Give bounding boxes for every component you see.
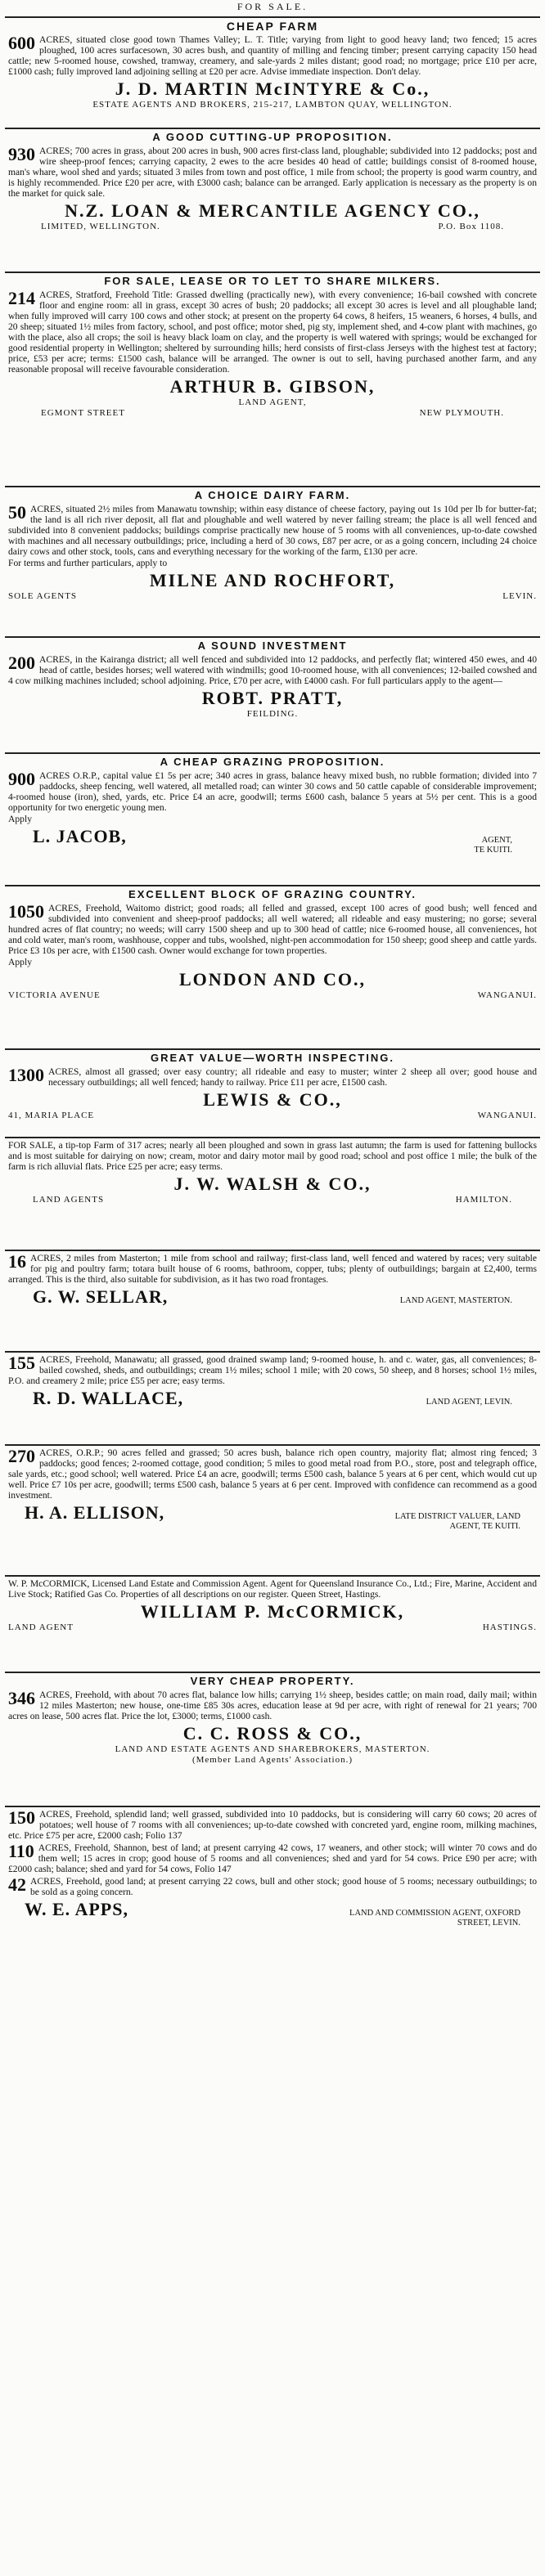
- ad-body: FOR SALE, a tip-top Farm of 317 acres; nearly all been ploughed and sown in grass last autumn; the farm is used for fattening bullocks and is most suitable for dairying on now; cream, motor and dairy motor mail by good road; school and post office 1 mile; the bulk of the farm is rich alluvial flats. Price £25 per acre; easy terms.: [8, 1140, 537, 1172]
- ad-body: [8, 504, 537, 557]
- agent-address-left: EGMONT STREET: [41, 408, 125, 418]
- acreage-figure-3: 42: [8, 1874, 26, 1895]
- agent-address: [8, 1622, 537, 1633]
- agent-address-right: WANGANUI.: [477, 1111, 537, 1120]
- page-title: FOR SALE.: [236, 2, 309, 12]
- apply-line: Apply: [8, 957, 32, 967]
- agent-address-left: LAND AGENTS: [33, 1195, 105, 1205]
- agent-address: [8, 1195, 537, 1205]
- ad-text: ACRES, Freehold, Manawatu; all grassed, good drained swamp land; 9-roomed house, h. and c. water, gas, all conveniences; 8-bailed cowshed, sheds, and outbuildings; cream 1½ miles; school 1 mile; with 20 cows, 50 sheep, and 8 horses; school 1½ miles, P.O. and creamery 2 mile; price £55 per acre; easy terms.: [8, 1354, 537, 1386]
- ad-heading: FOR SALE, LEASE OR TO LET TO SHARE MILKERS.: [104, 275, 441, 287]
- apply-line: Apply: [8, 814, 32, 824]
- apply-line: For terms and further particulars, apply to: [8, 558, 168, 568]
- agent-row: [8, 1285, 537, 1308]
- ad-body: [8, 1447, 537, 1501]
- agent-name: J. D. MARTIN McINTYRE & Co.,: [115, 79, 430, 99]
- acreage-figure: 214: [8, 288, 35, 308]
- ad-body: [8, 1354, 537, 1386]
- ad-text: ACRES O.R.P., capital value £1 5s per acre; 340 acres in grass, balance heavy mixed bush, no rubble formation; divided into 7 paddocks, sheep fencing, well watered, all metalled road; can winter 30 cows and 50 cattle capable of considerable improvement; 4-roomed house (iron), shed, yards, etc. Price £4 an acre, goodwill; terms £600 cash, balance 5 years at 5½ per cent. This is a good opportunity for two energetic young men.: [8, 770, 537, 813]
- ad-body: [8, 146, 537, 199]
- agent-address-left: VICTORIA AVENUE: [8, 990, 101, 1000]
- ad-heading: A CHOICE DAIRY FARM.: [194, 489, 351, 501]
- ad-heading: A SOUND INVESTMENT: [197, 640, 348, 652]
- acreage-figure: 200: [8, 653, 35, 673]
- acreage-figure: 50: [8, 502, 26, 523]
- agent-name: G. W. SELLAR,: [33, 1286, 169, 1307]
- ad-body: [8, 770, 537, 813]
- agent-address-right: HAMILTON.: [455, 1195, 512, 1205]
- ad-text: ACRES; 700 acres in grass, about 200 acres in bush, 900 acres first-class land, ploughable; subdivided into 12 paddocks; post and wire sheep-proof fences; carrying capacity, 2 ewes to the acre besides 40 head of cattle; buildings consist of 8-roomed house, man's whare, wool shed and yards; situated 3 miles from town and post office, 1 mile from school; the property is good warm country, and is highly recommended. Price £20 per acre, with £3000 cash; balance can be arranged. Early application is necessary as the property is on the market for quick sale.: [8, 146, 537, 199]
- ad-body: W. P. McCORMICK, Licensed Land Estate and Commission Agent. Agent for Queensland Insurance Co., Ltd.; Fire, Marine, Accident and Live Stock; Ratified Gas Co. Properties of all descriptions on our register. Queen Street, Hastings.: [8, 1578, 537, 1600]
- ad-body: [8, 1809, 537, 1841]
- acreage-figure: 600: [8, 33, 35, 53]
- ad-body: [8, 289, 537, 375]
- agent-name: WILLIAM P. McCORMICK,: [140, 1601, 405, 1622]
- agent-title-text: AGENT,: [481, 836, 512, 845]
- ad-text: ACRES, O.R.P.; 90 acres felled and grassed; 50 acres bush, balance rich open country, majority flat; almost ring fenced; 3 paddocks; good fences; 2-roomed cottage, good condition; 5 miles to good metal road from P.O., store, post and telegraph office, sale yards, etc.; good school; well watered. Price £4 an acre, goodwill; terms £500 cash, balance 5 years at 6 per cent, which would cut up well. Price £7 10s per acre, goodwill; terms £500 cash, balance 5 years at 6 per cent. Improved with confidence can recommend as a good investment.: [8, 1447, 537, 1501]
- ad-body: [8, 654, 537, 686]
- page-title-block: [0, 2, 545, 15]
- ad-great-value: [0, 1050, 545, 1135]
- agent-address-left: LIMITED, WELLINGTON.: [41, 222, 160, 231]
- ad-heading: A GOOD CUTTING-UP PROPOSITION.: [152, 131, 393, 143]
- ad-body: [8, 1253, 537, 1285]
- ad-masterton-16: [0, 1251, 545, 1349]
- agent-address: [8, 591, 537, 602]
- ad-share-milkers: [0, 273, 545, 484]
- agent-row: [8, 1897, 537, 1928]
- agent-address: ESTATE AGENTS AND BROKERS, 215-217, LAMBTON QUAY, WELLINGTON.: [92, 100, 453, 110]
- agent-row: [8, 1386, 537, 1409]
- ad-text: ACRES, Stratford, Freehold Title: Grassed dwelling (practically new), with every convenience; 16-bail cowshed with concrete floor and engine room: all in grass, except 30 acres of bush; 20 paddocks; all except 30 acres is level and all ploughable land; when fully improved will carry 100 cows and other stock; at present on the property 64 cows, 8 heifers, 15 weaners, 6 horses, 4 bulls, and 20 sheep; situated 1½ miles from factory, school, and post office; motor shed, pig sty, implement shed, and 4-cow plant with machines, go with the place, also all crops; the soil is heavy black loam on clay, and the property is well watered with springs; would be exchanged for good residential property in Wellington; sheltered by surrounding hills; herd consists of first-class Jerseys with the highest test at factory; price, £53 per acre; terms: £1500 cash, balance will be arranged. The owner is out to sell, having purchased another farm, and any reasonable proposal will receive favourable consideration.: [8, 289, 537, 375]
- acreage-figure: 346: [8, 1688, 35, 1708]
- ad-cheap-farm: [0, 18, 545, 126]
- ad-very-cheap-property: [0, 1673, 545, 1804]
- agent-name: ARTHUR B. GIBSON,: [169, 376, 376, 397]
- agent-address-right: WANGANUI.: [477, 990, 537, 1000]
- ad-text: ACRES, Freehold, with about 70 acres flat, balance low hills; carrying 1½ sheep, besides cattle; on main road, daily mail; within 12 miles Masterton; new house, one-time £85 30s acres, education lease at 9d per acre, with right of renewal for 21 years; 700 acres on lease, 500 acres flat. Price the lot, £3000; terms, £1000 cash.: [8, 1690, 537, 1721]
- acreage-figure: 150: [8, 1807, 35, 1828]
- acreage-figure: 900: [8, 769, 35, 789]
- ad-text: ACRES, situated 2½ miles from Manawatu township; within easy distance of cheese factory, paying out 1s 10d per lb for butter-fat; the land is all rich river deposit, all flat and ploughable and well watered by never failing stream; the place is all well fenced and subdivided into 8 convenient paddocks; buildings comprise practically new house of 5 rooms with all conveniences, up-to-date cowshed with machines and all necessary outbuildings; price, including a herd of 30 cows, £87 per acre, or as a going concern, including 24 choice dairy cows and other stock, tools, cans and everything necessary for the working of the farm, £130 per acre.: [8, 504, 537, 557]
- ad-dairy-farm: [0, 487, 545, 635]
- agent-name: ROBT. PRATT,: [201, 688, 344, 708]
- ad-sound-investment: [0, 638, 545, 751]
- ad-body: [8, 1690, 537, 1721]
- ad-heading: GREAT VALUE—WORTH INSPECTING.: [150, 1052, 395, 1064]
- ad-cutting-up: [0, 129, 545, 270]
- agent-title: LAND AGENT, LEVIN.: [426, 1398, 512, 1407]
- ad-heading: EXCELLENT BLOCK OF GRAZING COUNTRY.: [128, 888, 417, 900]
- agent-name: J. W. WALSH & CO.,: [173, 1174, 372, 1194]
- ad-heading: A CHEAP GRAZING PROPOSITION.: [160, 756, 385, 768]
- agent-name: C. C. ROSS & CO.,: [182, 1723, 363, 1744]
- ad-tip-top-farm: [0, 1138, 545, 1248]
- agent-location: TE KUITI.: [474, 846, 512, 855]
- ad-body-2: [8, 1842, 537, 1874]
- agent-address: [8, 1111, 537, 1121]
- ad-mccormick: [0, 1577, 545, 1670]
- ad-levin-listings: [0, 1807, 545, 1995]
- agent-address-right: HASTINGS.: [482, 1622, 537, 1632]
- acreage-figure: 16: [8, 1251, 26, 1272]
- agent-address: [8, 408, 537, 419]
- acreage-figure: 930: [8, 144, 35, 164]
- agent-name: LEWIS & CO.,: [203, 1089, 342, 1110]
- acreage-figure: 155: [8, 1353, 35, 1373]
- agent-name: R. D. WALLACE,: [33, 1388, 184, 1408]
- agent-name: LONDON AND CO.,: [178, 969, 366, 990]
- ad-excellent-grazing: [0, 886, 545, 1047]
- agent-address-left: SOLE AGENTS: [8, 591, 78, 601]
- ad-text: ACRES, in the Kairanga district; all well fenced and subdivided into 12 paddocks, and perfectly flat; wintered 450 ewes, and 40 head of cattle, besides horses; well watered with windmills; good 10-roomed house, with all conveniences; 12-bailed cowshed and 4 cow milking machines included; school adjoining. Price, £70 per acre, with £4000 cash. For full particulars apply to the agent—: [8, 654, 537, 686]
- ad-orp-270: [0, 1446, 545, 1573]
- ad-body: [8, 34, 537, 77]
- agent-name: MILNE AND ROCHFORT,: [149, 570, 396, 590]
- agent-address-right: P.O. Box 1108.: [438, 222, 504, 231]
- agent-title: LAND AND COMMISSION AGENT, OXFORD STREET, LEVIN.: [349, 1909, 520, 1928]
- agent-address-right: LEVIN.: [502, 591, 537, 601]
- agent-name: W. E. APPS,: [25, 1899, 128, 1919]
- agent-row: [8, 1501, 537, 1532]
- agent-title: LAND AGENT, MASTERTON.: [399, 1296, 512, 1305]
- ad-body-3: [8, 1876, 537, 1897]
- acreage-figure: 270: [8, 1446, 35, 1466]
- agent-name: N.Z. LOAN & MERCANTILE AGENCY CO.,: [65, 200, 480, 221]
- ad-heading: CHEAP FARM: [226, 20, 319, 33]
- agent-address-left: 41, MARIA PLACE: [8, 1111, 95, 1120]
- ad-text: ACRES, 2 miles from Masterton; 1 mile from school and railway; first-class land, well fenced and watered by races; very suitable for pig and poultry farm; totara built house of 6 rooms, bathroom, copper, tubs; plenty of outbuildings; bargain at £2,400, terms arranged. This is the third, also suitable for subdivision, as it has two road frontages.: [8, 1253, 537, 1285]
- ad-body: [8, 903, 537, 956]
- ad-text-2: ACRES, Freehold, Shannon, best of land; at present carrying 42 cows, 17 weaners, and other stock; will winter 70 cows and do them well; 15 acres in crop; good house of 5 rooms and all conveniences; shed and yard for 54 cows. Price £90 per acre; with £2000 cash; balance; shed and yard for 54 cows, Folio 147: [8, 1842, 537, 1874]
- agent-address: FEILDING.: [246, 709, 299, 719]
- agent-name: L. JACOB,: [33, 826, 127, 846]
- agent-title: [474, 836, 512, 855]
- agent-address: [8, 222, 537, 232]
- ad-cheap-grazing: [0, 754, 545, 883]
- agent-row: [8, 824, 537, 855]
- acreage-figure: 1050: [8, 901, 44, 922]
- ad-heading: VERY CHEAP PROPERTY.: [190, 1675, 355, 1687]
- agent-address-right: NEW PLYMOUTH.: [419, 408, 504, 418]
- agent-name: H. A. ELLISON,: [25, 1502, 165, 1523]
- agent-address-left: LAND AGENT: [8, 1622, 74, 1632]
- ad-text-3: ACRES, Freehold, good land; at present carrying 22 cows, bull and other stock; good house of 5 rooms; necessary outbuildings; to be sold as a going concern.: [30, 1876, 537, 1897]
- ad-text: ACRES, almost all grassed; over easy country; all rideable and easy to muster; winter 2 sheep all over; good house and necessary outbuildings; all well fenced; handy to railway. Price £11 per acre, £1500 cash.: [48, 1066, 537, 1088]
- agent-title: LAND AGENT,: [238, 397, 307, 407]
- agent-title: LATE DISTRICT VALUER, LAND AGENT, TE KUITI.: [394, 1512, 520, 1531]
- acreage-figure-2: 110: [8, 1841, 34, 1861]
- agent-address: [8, 990, 537, 1001]
- ad-manawatu-155: [0, 1353, 545, 1443]
- ad-text: ACRES, situated close good town Thames Valley; L. T. Title; varying from light to good heavy land; two fenced; 15 acres ploughed, 100 acres surfacesown, 30 acres bush, and quantity of milling and fencing timber; present carrying capacity 150 head cattle; new 5-roomed house, cowshed, tramway, creamery, and sale-yards 2 miles distant; good road; no mortgage; price £10 per acre, £1000 cash; fully improved land adjoining selling at £20 per acre. Advise immediate inspection. Don't delay.: [8, 34, 537, 77]
- ad-text: ACRES, Freehold, splendid land; well grassed, subdivided into 10 paddocks, but is considering will carry 60 cows; 20 acres of potatoes; well house of 7 rooms with all conveniences; up-to-date cowshed with concreted yard, engine room, milking machines, etc. Price £75 per acre, £2000 cash; Folio 137: [8, 1809, 537, 1841]
- acreage-figure: 1300: [8, 1065, 44, 1085]
- ad-text: ACRES, Freehold, Waitomo district; good roads; all felled and grassed, except 100 acres of good bush; well fenced and subdivided into convenient and sheep-proof paddocks; all well watered; all rideable and easy mustering; no gorse; several hundred acres of flat country; no weeds; will carry 1500 sheep and up to 300 head of cattle; nice 6-roomed house, all conveniences, hot and cold water, man's room, washhouse, copper and tubs, woolshed, night-pen accommodation for 150 sheep; good sheep and cattle yards. Price £3 10s per acre, with £1500 cash. Owner would exchange for town properties.: [8, 903, 537, 956]
- agent-note: (Member Land Agents' Association.): [191, 1755, 354, 1765]
- agent-address: LAND AND ESTATE AGENTS AND SHAREBROKERS, MASTERTON.: [115, 1744, 430, 1754]
- ad-body: [8, 1066, 537, 1088]
